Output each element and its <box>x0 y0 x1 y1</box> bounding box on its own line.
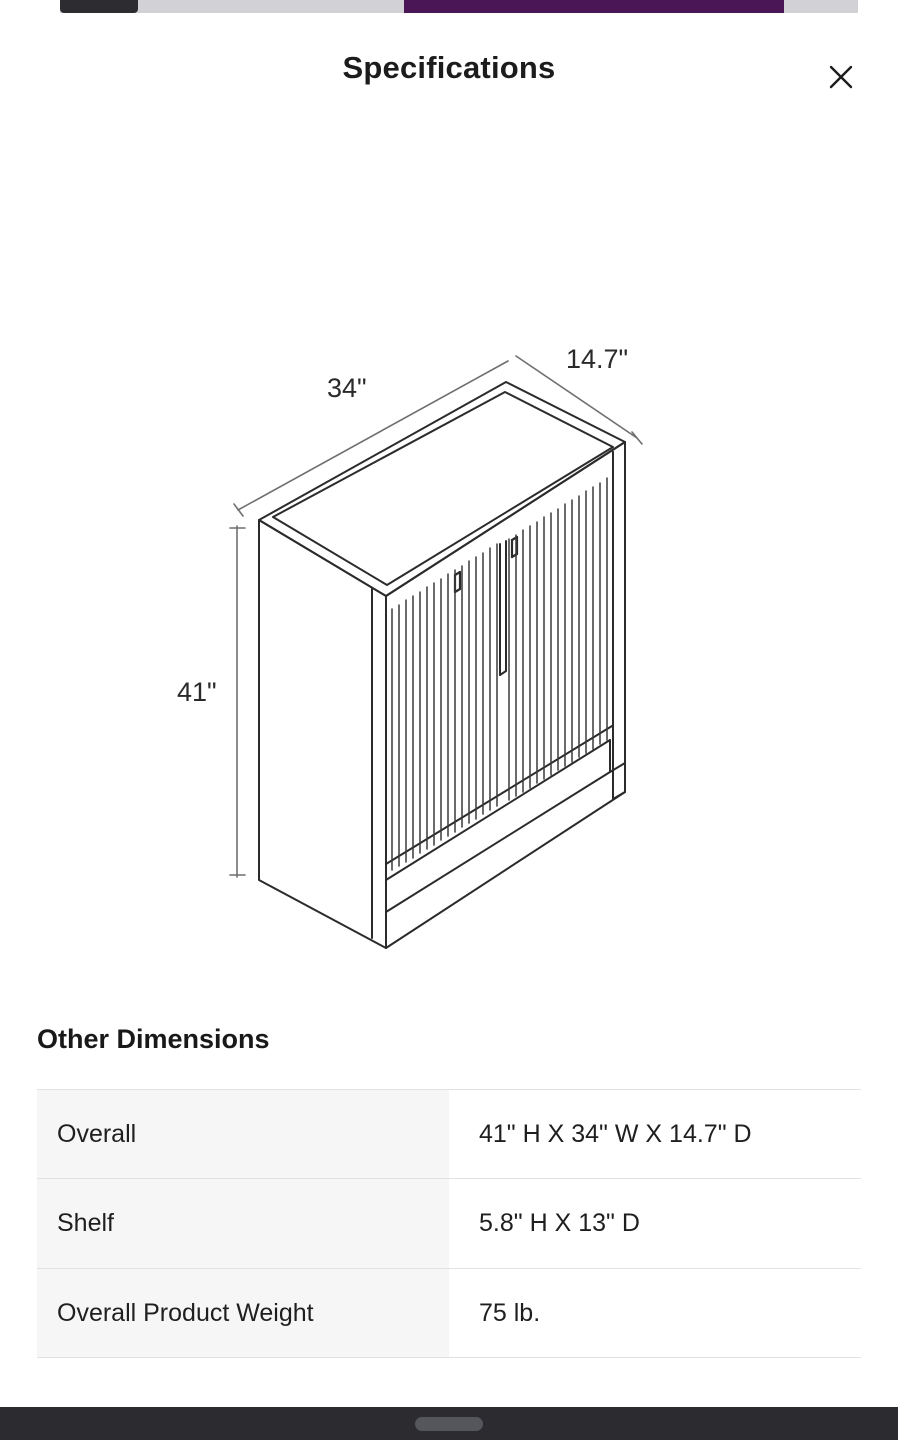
table-row <box>37 1268 861 1357</box>
spec-label: Overall Product Weight <box>37 1268 449 1357</box>
table-row <box>37 1090 861 1179</box>
table-row <box>37 1179 861 1268</box>
dimension-label-depth: 14.7" <box>566 344 629 374</box>
product-dimension-diagram <box>0 120 898 990</box>
spec-value: 75 lb. <box>479 1298 541 1327</box>
dimension-label-height: 41" <box>177 677 217 707</box>
specifications-modal <box>0 16 898 1407</box>
browser-tab-purple[interactable] <box>404 0 784 13</box>
browser-tab-dark[interactable] <box>60 0 138 13</box>
dimension-label-width: 34" <box>327 373 367 403</box>
close-icon[interactable] <box>822 58 860 96</box>
other-dimensions-table <box>37 1089 861 1358</box>
modal-header <box>0 16 898 120</box>
chrome-right-cap <box>858 0 898 13</box>
spec-value: 5.8" H X 13" D <box>479 1209 640 1238</box>
chrome-left-cap <box>0 0 60 13</box>
spec-label: Overall <box>37 1090 449 1179</box>
page-title: Specifications <box>342 50 556 85</box>
home-indicator[interactable] <box>415 1417 483 1431</box>
system-navigation-bar <box>0 1407 898 1440</box>
browser-chrome <box>0 0 898 16</box>
spec-value: 41" H X 34" W X 14.7" D <box>479 1120 752 1148</box>
other-dimensions-heading: Other Dimensions <box>37 1024 270 1054</box>
spec-label: Shelf <box>37 1179 449 1268</box>
cabinet-line-drawing <box>0 120 898 990</box>
close-glyph <box>826 62 856 92</box>
